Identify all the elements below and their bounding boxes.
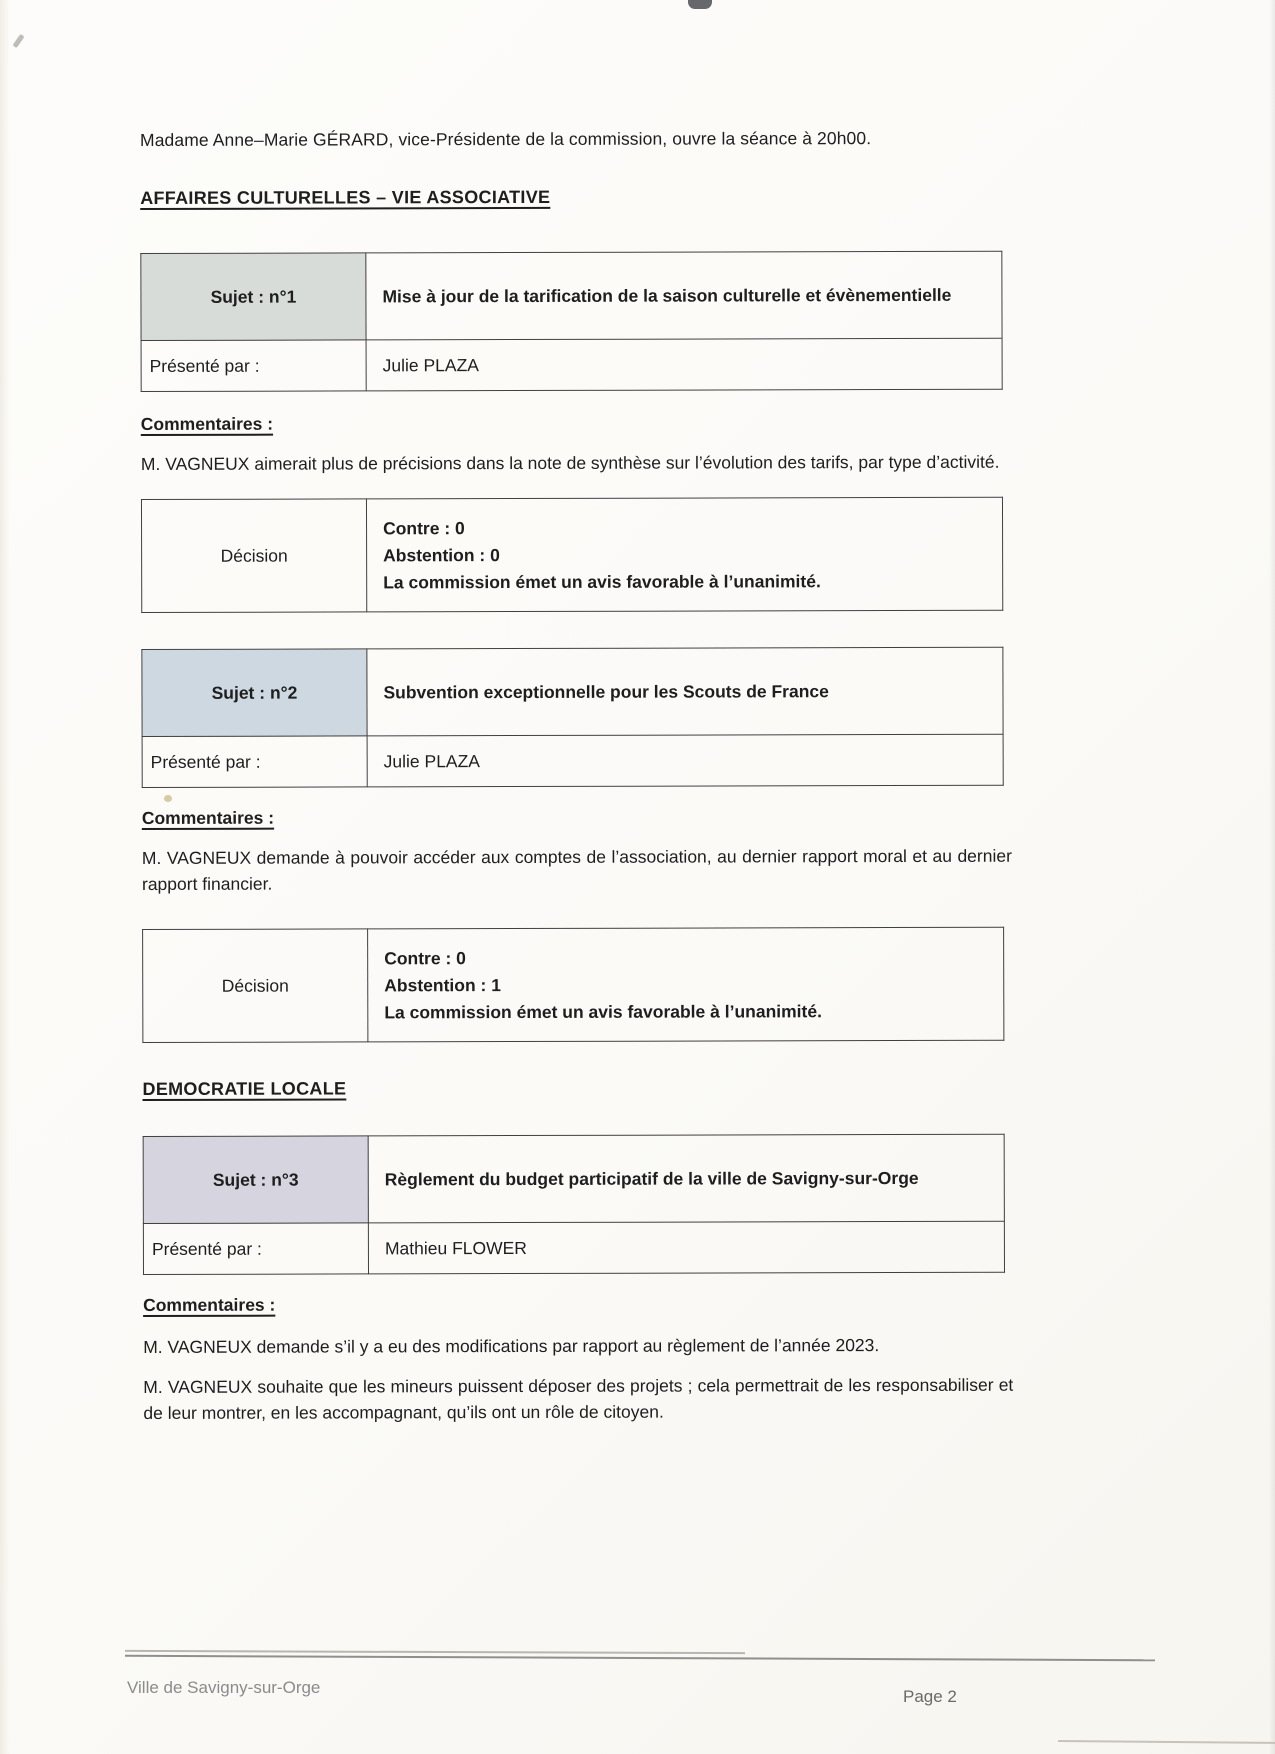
subject-2-decision-body xyxy=(368,927,1004,1042)
presented-by-label: Présenté par : xyxy=(143,1223,368,1275)
subject-1-comments-heading: Commentaires : xyxy=(140,413,274,434)
subject-2-decision-row xyxy=(143,927,1004,1042)
subject-2-presenter: Julie PLAZA xyxy=(367,734,1003,787)
subject-1-presenter: Julie PLAZA xyxy=(366,338,1002,391)
subject-2-title-cell: Subvention exceptionnelle pour les Scouts de France xyxy=(367,647,1003,736)
subject-3-comment-1: M. VAGNEUX demande s’il y a eu des modifications par rapport au règlement de l’année 2023. xyxy=(143,1335,880,1357)
subject-1-header-row xyxy=(141,251,1002,340)
subject-3-number-cell: Sujet : n°3 xyxy=(143,1136,368,1224)
scan-artifact-top-left-speck xyxy=(12,34,24,48)
subject-2-presenter-row xyxy=(142,734,1003,787)
subject-1-comment: M. VAGNEUX aimerait plus de précisions dans la note de synthèse sur l’évolution des tarifs, par type d’activité. xyxy=(140,451,1000,474)
scan-artifact-right-edge xyxy=(1269,0,1275,1754)
subject-2-header-row xyxy=(142,647,1003,736)
subject-2-number-cell: Sujet : n°2 xyxy=(142,649,367,737)
decision-abstention: Abstention : 1 xyxy=(384,974,501,995)
section-heading-democratie-locale: DEMOCRATIE LOCALE xyxy=(142,1078,347,1099)
subject-3-comments-heading: Commentaires : xyxy=(143,1294,276,1315)
subject-3-title-cell: Règlement du budget participatif de la ville de Savigny-sur-Orge xyxy=(368,1134,1004,1223)
subject-1-table xyxy=(140,251,1002,392)
subject-1-decision-row xyxy=(141,497,1002,612)
subject-3-presenter-row xyxy=(143,1221,1004,1274)
subject-1-decision-table xyxy=(141,497,1003,613)
subject-1-decision-body xyxy=(366,497,1002,612)
section-heading-affaires-culturelles: AFFAIRES CULTURELLES – VIE ASSOCIATIVE xyxy=(140,186,551,208)
opening-line: Madame Anne–Marie GÉRARD, vice-Présidente de la commission, ouvre la séance à 20h00. xyxy=(140,128,872,150)
presented-by-label: Présenté par : xyxy=(141,340,366,392)
decision-abstention: Abstention : 0 xyxy=(383,544,500,565)
decision-avis: La commission émet un avis favorable à l’unanimité. xyxy=(383,570,821,592)
scan-artifact-top-mark xyxy=(688,0,712,9)
presented-by-label: Présenté par : xyxy=(142,736,367,788)
decision-contre: Contre : 0 xyxy=(384,947,466,968)
decision-contre: Contre : 0 xyxy=(383,517,465,538)
subject-2-decision-table xyxy=(142,927,1004,1043)
subject-1-title-cell: Mise à jour de la tarification de la saison culturelle et évènementielle xyxy=(366,251,1002,340)
subject-1-presenter-row xyxy=(141,338,1002,391)
scan-artifact-bottom-line xyxy=(1058,1740,1275,1744)
decision-label: Décision xyxy=(141,499,366,613)
decision-avis: La commission émet un avis favorable à l’unanimité. xyxy=(384,1000,822,1022)
decision-label: Décision xyxy=(143,929,368,1043)
subject-3-presenter: Mathieu FLOWER xyxy=(368,1221,1004,1274)
subject-1-number-cell: Sujet : n°1 xyxy=(141,253,366,341)
document-content xyxy=(140,126,1013,1426)
subject-2-comment: M. VAGNEUX demande à pouvoir accéder aux comptes de l’association, au dernier rapport moral et au dernier rapport financier. xyxy=(141,845,1012,894)
subject-3-table xyxy=(143,1134,1005,1275)
subject-2-comments-heading: Commentaires : xyxy=(141,807,275,828)
subject-3-comment-2: M. VAGNEUX souhaite que les mineurs puissent déposer des projets ; cela permettrait de les responsabiliser et de leur montrer, en les accompagnant, qu’ils ont un rôle de citoyen. xyxy=(143,1374,1014,1423)
subject-2-table xyxy=(141,647,1003,788)
footer-rule xyxy=(125,1655,1155,1661)
subject-3-header-row xyxy=(143,1134,1004,1223)
scan-artifact-left-edge xyxy=(0,0,10,1754)
footer-rule-echo xyxy=(125,1650,745,1654)
footer-city: Ville de Savigny-sur-Orge xyxy=(127,1678,321,1697)
footer-page-number: Page 2 xyxy=(903,1687,957,1706)
